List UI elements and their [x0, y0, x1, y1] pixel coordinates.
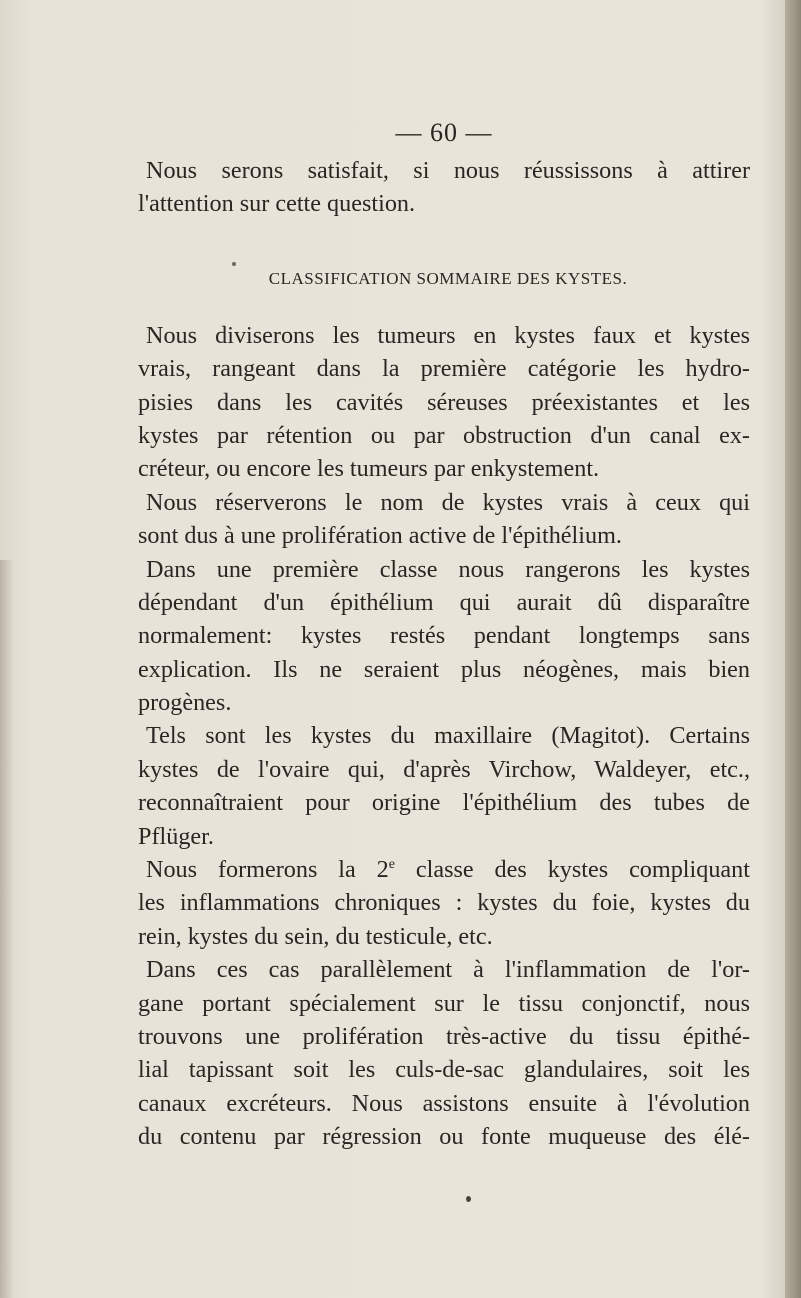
body-line: vrais, rangeant dans la première catégorie les hydro-: [138, 355, 750, 383]
section-heading: CLASSIFICATION SOMMAIRE DES KYSTES.: [268, 268, 628, 288]
body-line: canaux excréteurs. Nous assistons ensuite à l'évolution: [138, 1089, 750, 1117]
body-line: lial tapissant soit les culs-de-sac glandulaires, soit les: [138, 1056, 750, 1084]
body-line: pisies dans les cavités séreuses préexistantes et les: [138, 388, 750, 416]
page-shadow: [0, 560, 14, 1298]
body-line: reconnaîtraient pour origine l'épithélium des tubes de: [138, 789, 750, 817]
body-line: Dans une première classe nous rangerons les kystes: [146, 555, 750, 583]
body-line: Pflüger.: [138, 822, 214, 850]
body-line: rein, kystes du sein, du testicule, etc.: [138, 922, 493, 950]
body-line: kystes de l'ovaire qui, d'après Virchow, Waldeyer, etc.,: [138, 755, 750, 783]
binding-edge: [785, 0, 801, 1298]
body-line: Dans ces cas parallèlement à l'inflammation de l'or-: [146, 956, 750, 984]
body-line: progènes.: [138, 689, 232, 717]
body-line: les inflammations chroniques : kystes du foie, kystes du: [138, 889, 750, 917]
body-line: explication. Ils ne seraient plus néogènes, mais bien: [138, 655, 750, 683]
body-line: normalement: kystes restés pendant longtemps sans: [138, 622, 750, 650]
text-block: [138, 118, 750, 1154]
intro-line: Nous serons satisfait, si nous réussissons à attirer: [146, 157, 750, 184]
body-line: Nous diviserons les tumeurs en kystes faux et kystes: [146, 321, 750, 349]
intro-line: l'attention sur cette question.: [138, 190, 416, 218]
ink-dot: [466, 1196, 471, 1202]
body-line: créteur, ou encore les tumeurs par enkystement.: [138, 455, 600, 483]
body-line: Nous formerons la 2e classe des kystes compliquant: [146, 856, 750, 884]
body-line: gane portant spécialement sur le tissu conjonctif, nous: [138, 989, 750, 1017]
body-line: Tels sont les kystes du maxillaire (Magitot). Certains: [146, 722, 750, 750]
body-line: sont dus à une prolifération active de l'épithélium.: [138, 522, 622, 550]
page-number: — 60 —: [395, 118, 493, 147]
body-text: [138, 319, 750, 1154]
body-line: dépendant d'un épithélium qui aurait dû disparaître: [138, 588, 750, 616]
body-line: kystes par rétention ou par obstruction d'un canal ex-: [138, 421, 750, 449]
body-line: du contenu par régression ou fonte muqueuse des élé-: [138, 1123, 750, 1151]
body-line: Nous réserverons le nom de kystes vrais à ceux qui: [146, 488, 750, 516]
body-line: trouvons une prolifération très-active du tissu épithé-: [138, 1022, 750, 1050]
